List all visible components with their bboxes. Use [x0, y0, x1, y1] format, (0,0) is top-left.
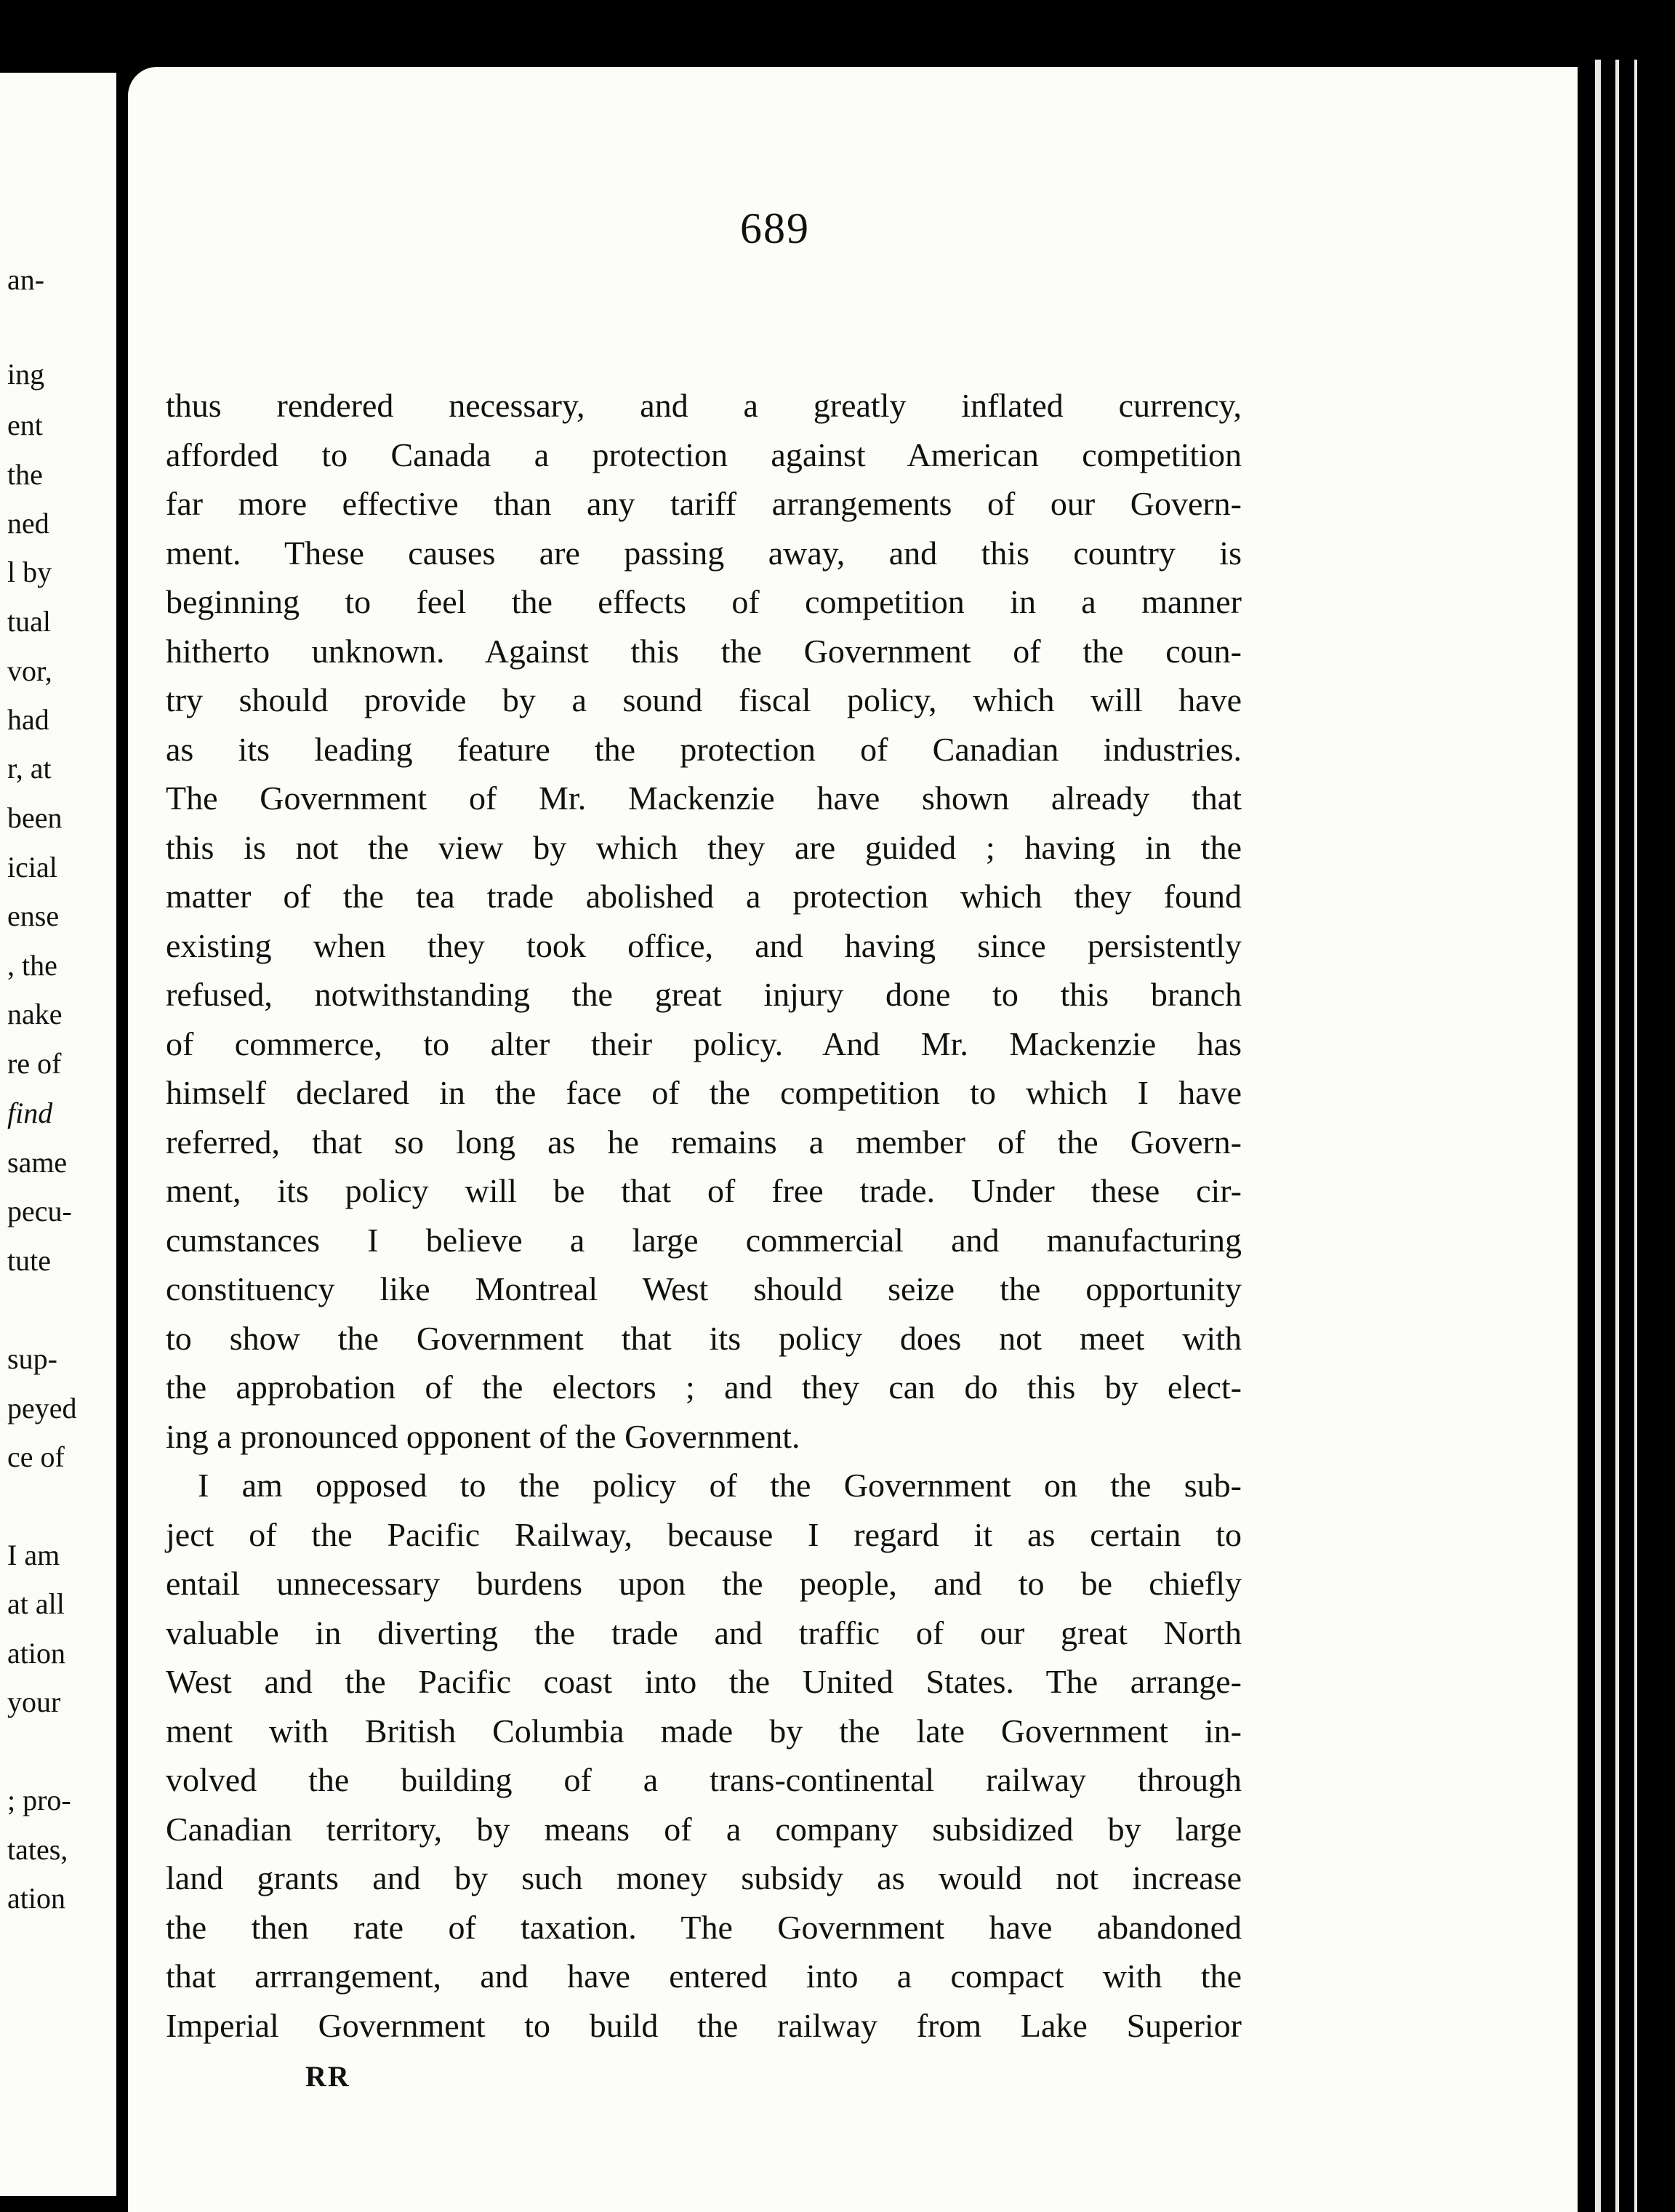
- book-page: [128, 67, 1578, 2212]
- text-line: try should provide by a sound fiscal policy, which will have: [166, 681, 1242, 718]
- left-margin-fragment: ; pro-: [7, 1784, 71, 1816]
- text-line: entail unnecessary burdens upon the people, and to be chiefly: [166, 1565, 1242, 1602]
- text-line: refused, notwithstanding the great injury done to this branch: [166, 976, 1242, 1013]
- text-line: far more effective than any tariff arrangements of our Govern-: [166, 485, 1242, 522]
- text-line: cumstances I believe a large commercial and manufacturing: [166, 1221, 1242, 1259]
- left-margin-fragment: an-: [7, 263, 45, 296]
- body-text: [166, 381, 1242, 2050]
- left-margin-fragment: been: [7, 801, 63, 834]
- left-margin-fragment: , the: [7, 949, 57, 982]
- left-margin-fragment: sup-: [7, 1342, 57, 1375]
- signature-mark: RR: [305, 2060, 350, 2093]
- text-line: Imperial Government to build the railway from Lake Superior: [166, 2006, 1242, 2044]
- left-margin-fragment: ing: [7, 358, 45, 390]
- text-line: ment. These causes are passing away, and this country is: [166, 534, 1242, 572]
- left-margin-fragment: ent: [7, 409, 43, 441]
- left-margin-fragment: peyed: [7, 1392, 77, 1424]
- text-line: ing a pronounced opponent of the Government.: [166, 1417, 800, 1455]
- left-margin-fragment: nake: [7, 998, 63, 1030]
- text-line: afforded to Canada a protection against American competition: [166, 436, 1242, 473]
- text-line: West and the Pacific coast into the United States. The arrange-: [166, 1663, 1242, 1700]
- text-line: the approbation of the electors ; and they can do this by elect-: [166, 1369, 1242, 1406]
- left-margin-fragment: tute: [7, 1244, 51, 1277]
- text-line: valuable in diverting the trade and traffic of our great North: [166, 1614, 1242, 1651]
- text-line: this is not the view by which they are guided ; having in the: [166, 828, 1242, 866]
- text-line: ment, its policy will be that of free trade. Under these cir-: [166, 1172, 1242, 1209]
- paragraph-1: [166, 381, 1242, 1461]
- text-line: I am opposed to the policy of the Government on the sub-: [198, 1467, 1242, 1504]
- text-line: matter of the tea trade abolished a protection which they found: [166, 878, 1242, 915]
- left-margin-fragment: same: [7, 1146, 68, 1179]
- left-margin-fragment: l by: [7, 556, 52, 588]
- text-line: as its leading feature the protection of Canadian industries.: [166, 730, 1242, 768]
- left-margin-fragment: ation: [7, 1882, 65, 1915]
- left-margin-fragment: tates,: [7, 1833, 68, 1866]
- right-page-edge: [1578, 60, 1675, 2212]
- left-margin-fragment: had: [7, 703, 49, 736]
- page-number: 689: [740, 204, 810, 252]
- text-line: The Government of Mr. Mackenzie have shown already that: [166, 780, 1242, 817]
- text-line: land grants and by such money subsidy as would not increase: [166, 1859, 1242, 1896]
- text-line: thus rendered necessary, and a greatly inflated currency,: [166, 387, 1242, 424]
- left-margin-fragment: r, at: [7, 752, 52, 785]
- text-line: existing when they took office, and having since persistently: [166, 926, 1242, 964]
- left-margin-fragment: ation: [7, 1637, 65, 1670]
- left-margin-fragment: vor,: [7, 654, 52, 687]
- left-margin-fragment: re of: [7, 1047, 62, 1080]
- left-margin-fragment: tual: [7, 605, 51, 638]
- text-line: beginning to feel the effects of competition in a manner: [166, 583, 1242, 620]
- paragraph-2: [166, 1461, 1242, 2050]
- left-margin-fragment: your: [7, 1686, 61, 1718]
- left-facing-page: [0, 73, 116, 2196]
- text-line: himself declared in the face of the competition to which I have: [166, 1074, 1242, 1111]
- text-line: hitherto unknown. Against this the Government of the coun-: [166, 632, 1242, 670]
- text-line: volved the building of a trans-continental railway through: [166, 1761, 1242, 1798]
- left-margin-fragment: ned: [7, 507, 49, 540]
- text-line: ment with British Columbia made by the late Government in-: [166, 1712, 1242, 1750]
- text-line: constituency like Montreal West should seize the opportunity: [166, 1270, 1242, 1307]
- text-line: of commerce, to alter their policy. And Mr. Mackenzie has: [166, 1025, 1242, 1062]
- text-line: that arrrangement, and have entered into a compact with the: [166, 1957, 1242, 1995]
- left-margin-fragment: icial: [7, 851, 57, 883]
- left-margin-fragment: at all: [7, 1587, 65, 1620]
- left-margin-fragment: I am: [7, 1539, 60, 1571]
- text-line: Canadian territory, by means of a company subsidized by large: [166, 1810, 1242, 1848]
- text-line: to show the Government that its policy does not meet with: [166, 1319, 1242, 1357]
- left-margin-fragment: pecu-: [7, 1195, 72, 1227]
- text-line: the then rate of taxation. The Government have abandoned: [166, 1908, 1242, 1946]
- text-line: referred, that so long as he remains a member of the Govern-: [166, 1123, 1242, 1161]
- text-line: ject of the Pacific Railway, because I regard it as certain to: [166, 1515, 1242, 1553]
- left-margin-fragment: find: [7, 1097, 53, 1129]
- left-margin-fragment: the: [7, 458, 43, 491]
- left-margin-fragment: ce of: [7, 1440, 65, 1473]
- left-margin-fragment: ense: [7, 899, 60, 932]
